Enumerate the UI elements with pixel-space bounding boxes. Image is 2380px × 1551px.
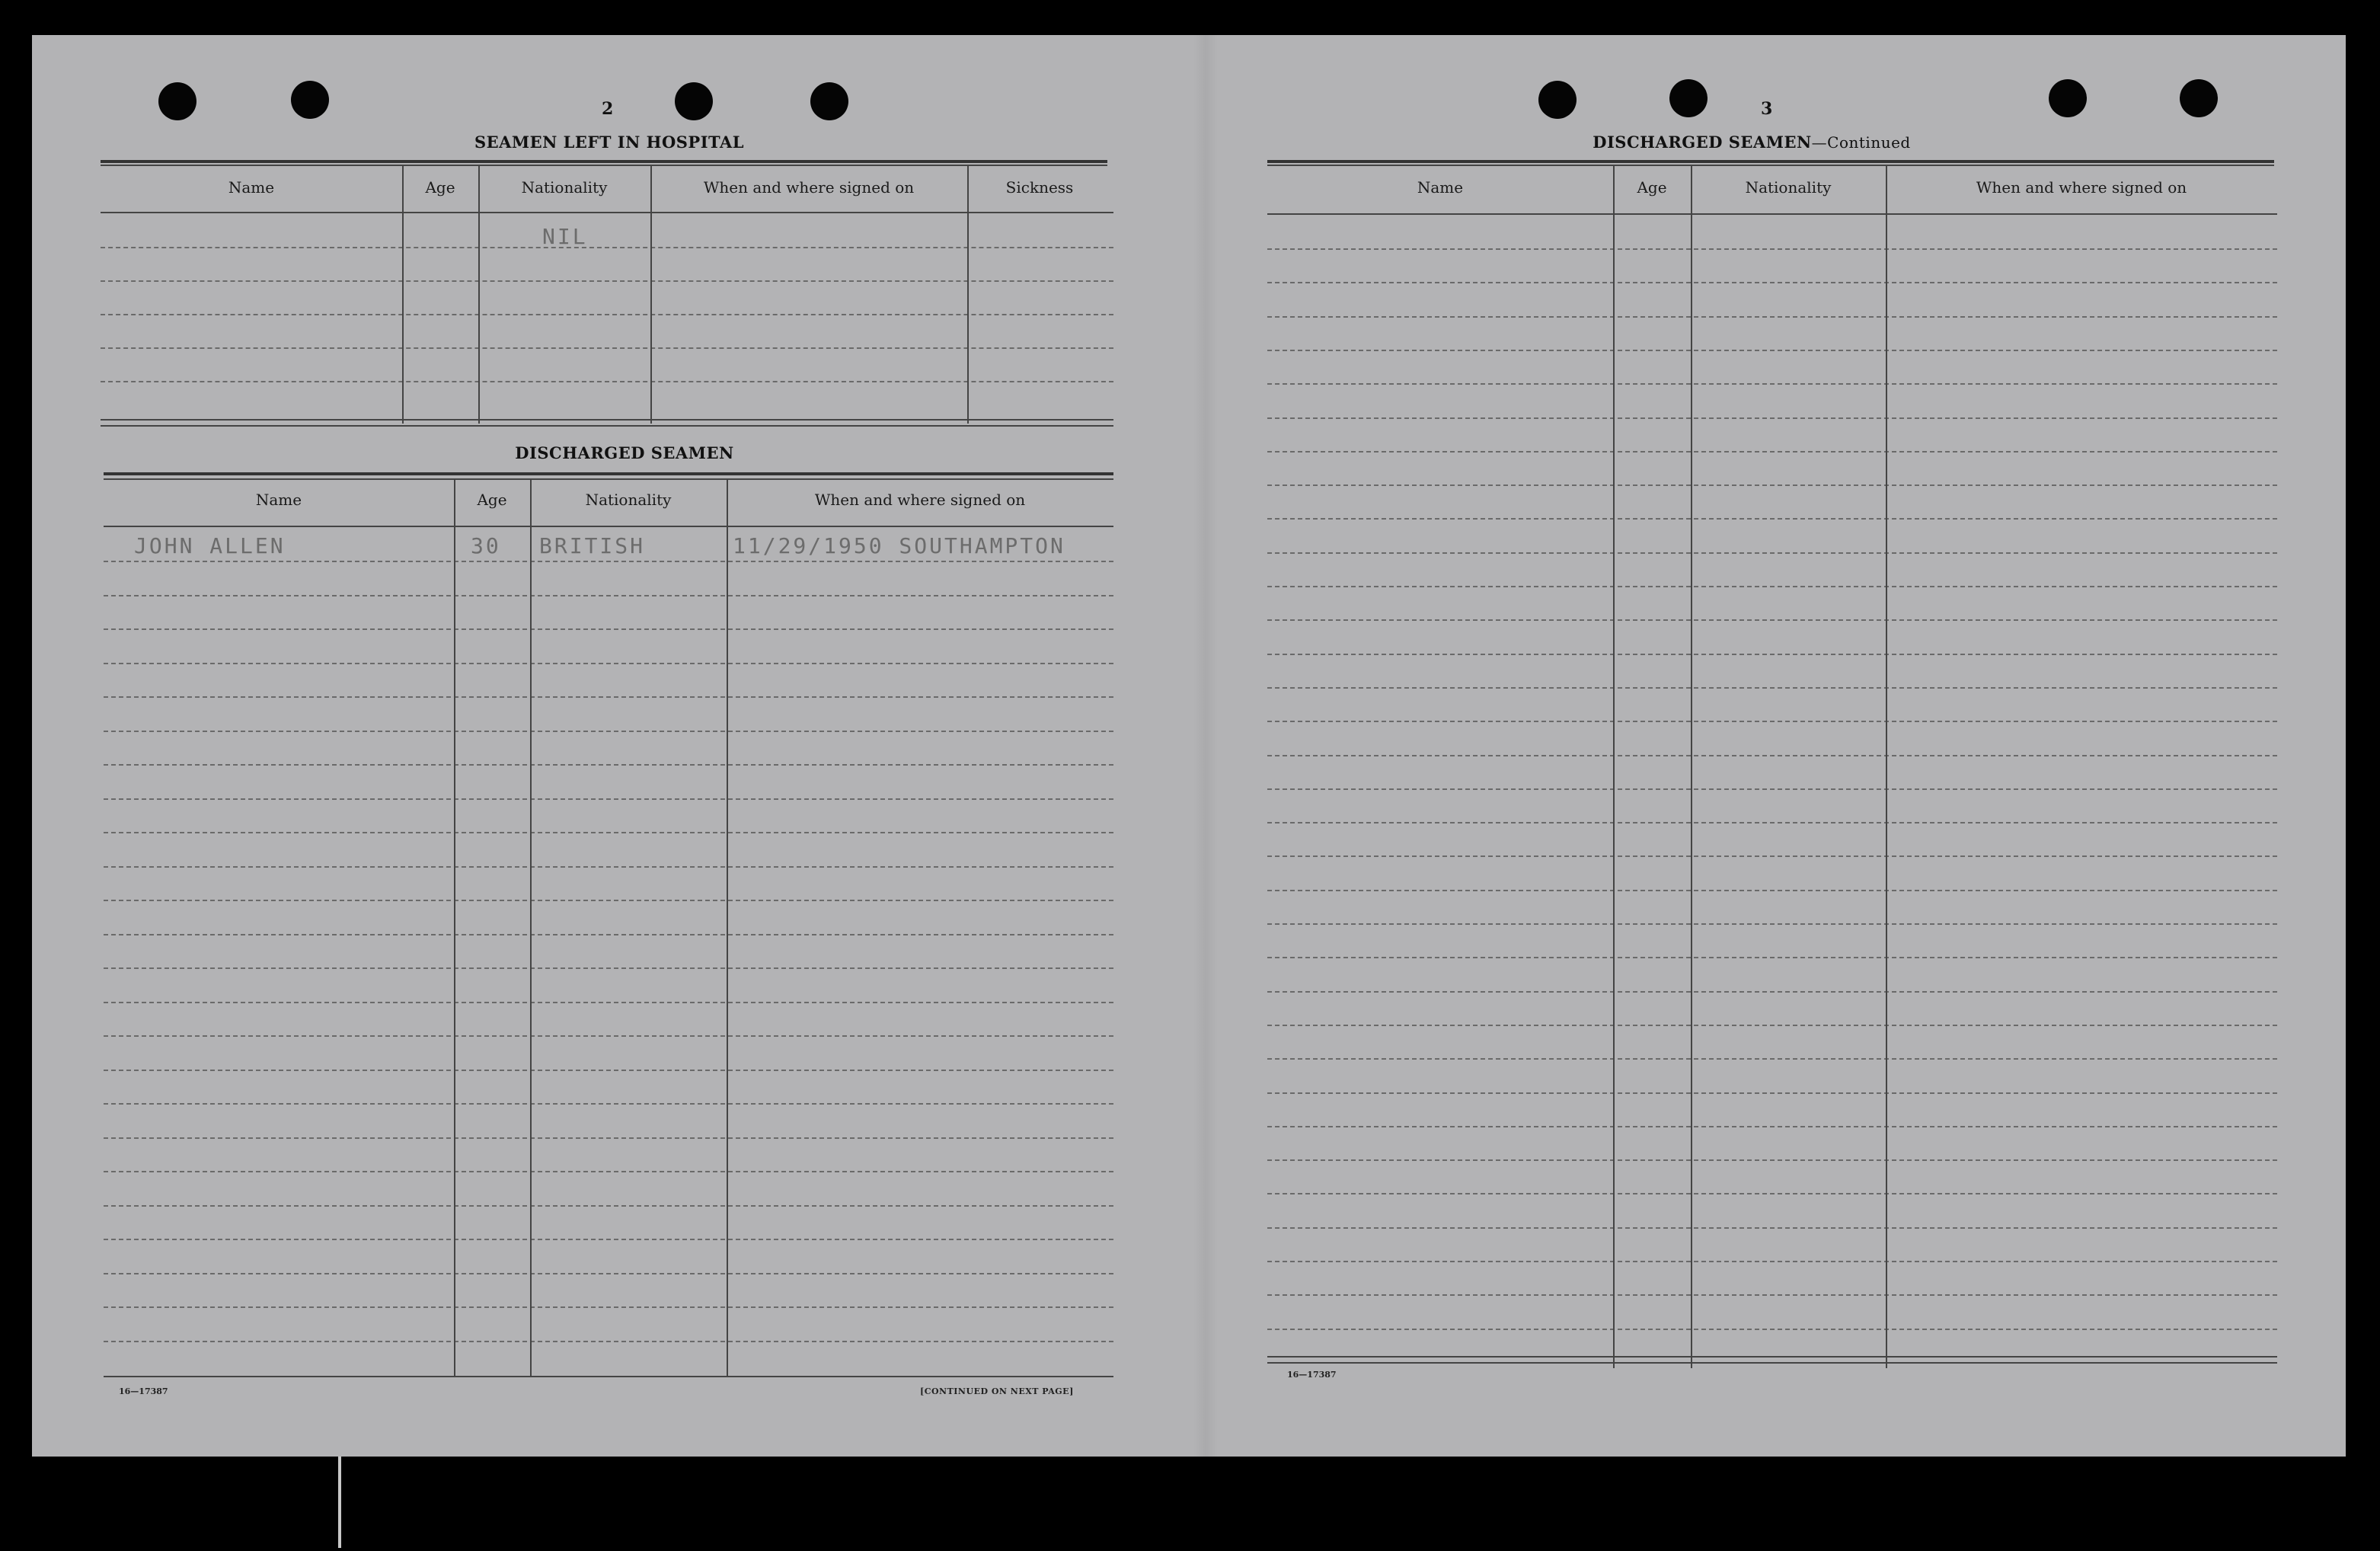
ruled-line — [104, 1070, 1113, 1071]
hospital-header-age: Age — [425, 178, 455, 197]
continued-note: [CONTINUED ON NEXT PAGE] — [920, 1386, 1074, 1396]
right-header-signed-on: When and where signed on — [1976, 178, 2187, 197]
ruled-line — [1267, 687, 2277, 689]
page-number-right: 3 — [1761, 99, 1773, 119]
punch-hole — [1669, 79, 1708, 117]
punch-hole — [291, 81, 329, 119]
ruled-line — [104, 934, 1113, 935]
discharged-header-signed-on: When and where signed on — [814, 491, 1026, 509]
ruled-line — [104, 1306, 1113, 1308]
ruled-line — [104, 798, 1113, 800]
discharged-section-title: DISCHARGED SEAMEN — [515, 443, 734, 462]
ruled-line — [1267, 1025, 2277, 1026]
ruled-line — [1267, 654, 2277, 655]
seaman-nationality: BRITISH — [539, 533, 646, 558]
ruled-line — [1267, 1294, 2277, 1296]
right-header-name: Name — [1417, 178, 1464, 197]
ruled-line — [1267, 518, 2277, 520]
ruled-line — [104, 731, 1113, 732]
punch-hole — [2180, 79, 2218, 117]
ruled-line — [104, 1239, 1113, 1240]
table-row — [134, 533, 286, 558]
ruled-line — [104, 1103, 1113, 1105]
paper-edge-mark — [338, 1457, 341, 1548]
ruled-line — [1267, 1261, 2277, 1262]
ruled-line — [104, 561, 1113, 562]
right-header-nationality: Nationality — [1745, 178, 1832, 197]
ruled-line — [1267, 383, 2277, 385]
discharged-table-left — [104, 472, 1113, 1379]
punch-hole — [1538, 81, 1577, 119]
form-code-right: 16—17387 — [1287, 1370, 1337, 1380]
ruled-line — [1267, 451, 2277, 453]
continued-suffix: —Continued — [1811, 133, 1911, 152]
ruled-line — [104, 900, 1113, 901]
ruled-line — [1267, 755, 2277, 756]
ruled-line — [1267, 1193, 2277, 1194]
punch-hole — [810, 82, 848, 120]
hospital-table — [101, 160, 1113, 427]
discharged-table-right — [1267, 160, 2277, 1371]
ruled-line — [104, 1035, 1113, 1037]
ruled-line — [104, 1205, 1113, 1207]
ruled-line — [1267, 923, 2277, 925]
ruled-line — [104, 1171, 1113, 1172]
ruled-line — [104, 595, 1113, 596]
hospital-header-sickness: Sickness — [1005, 178, 1074, 197]
ruled-line — [1267, 822, 2277, 823]
discharged-header-nationality: Nationality — [585, 491, 672, 509]
page-number-left: 2 — [602, 99, 614, 119]
ruled-line — [104, 967, 1113, 969]
hospital-entry-nil: NIL — [542, 224, 588, 249]
hospital-header-signed-on: When and where signed on — [703, 178, 915, 197]
ruled-line — [104, 1273, 1113, 1274]
ruled-line — [1267, 957, 2277, 958]
ruled-line — [1267, 586, 2277, 587]
ruled-line — [1267, 417, 2277, 419]
ruled-line — [1267, 991, 2277, 993]
hospital-header-name: Name — [228, 178, 275, 197]
ruled-line — [1267, 1329, 2277, 1330]
ruled-line — [1267, 721, 2277, 722]
ruled-line — [1267, 316, 2277, 318]
hospital-header-nationality: Nationality — [521, 178, 608, 197]
ruled-line — [104, 696, 1113, 698]
punch-hole — [675, 82, 713, 120]
ruled-line — [1267, 855, 2277, 857]
ruled-line — [1267, 1159, 2277, 1161]
seaman-age: 30 — [471, 533, 501, 558]
page-fold — [1193, 35, 1218, 1457]
ruled-line — [1267, 1092, 2277, 1094]
ruled-line — [1267, 248, 2277, 250]
form-code-left: 16—17387 — [119, 1386, 168, 1396]
ruled-line — [1267, 1126, 2277, 1127]
ruled-line — [1267, 1058, 2277, 1060]
punch-hole — [158, 82, 196, 120]
ruled-line — [1267, 484, 2277, 486]
punch-hole — [2049, 79, 2087, 117]
seaman-name: JOHN ALLEN — [134, 533, 286, 558]
ruled-line — [1267, 788, 2277, 790]
ruled-line — [1267, 350, 2277, 351]
discharged-continued-title — [1523, 133, 1980, 152]
hospital-section-title: SEAMEN LEFT IN HOSPITAL — [474, 133, 745, 152]
ruled-line — [104, 1002, 1113, 1003]
ruled-line — [104, 764, 1113, 766]
ruled-line — [104, 1341, 1113, 1342]
ruled-line — [1267, 1227, 2277, 1229]
discharged-continued-title-text: DISCHARGED SEAMEN — [1593, 133, 1812, 152]
ruled-line — [1267, 619, 2277, 621]
discharged-header-name: Name — [255, 491, 302, 509]
seaman-signed-on: 11/29/1950 SOUTHAMPTON — [733, 533, 1065, 558]
ruled-line — [1267, 282, 2277, 283]
ruled-line — [104, 663, 1113, 664]
ruled-line — [1267, 890, 2277, 891]
ruled-line — [104, 628, 1113, 630]
right-header-age: Age — [1637, 178, 1667, 197]
ruled-line — [104, 832, 1113, 833]
ruled-line — [104, 866, 1113, 868]
ruled-line — [104, 1137, 1113, 1139]
discharged-header-age: Age — [477, 491, 507, 509]
ruled-line — [1267, 552, 2277, 554]
